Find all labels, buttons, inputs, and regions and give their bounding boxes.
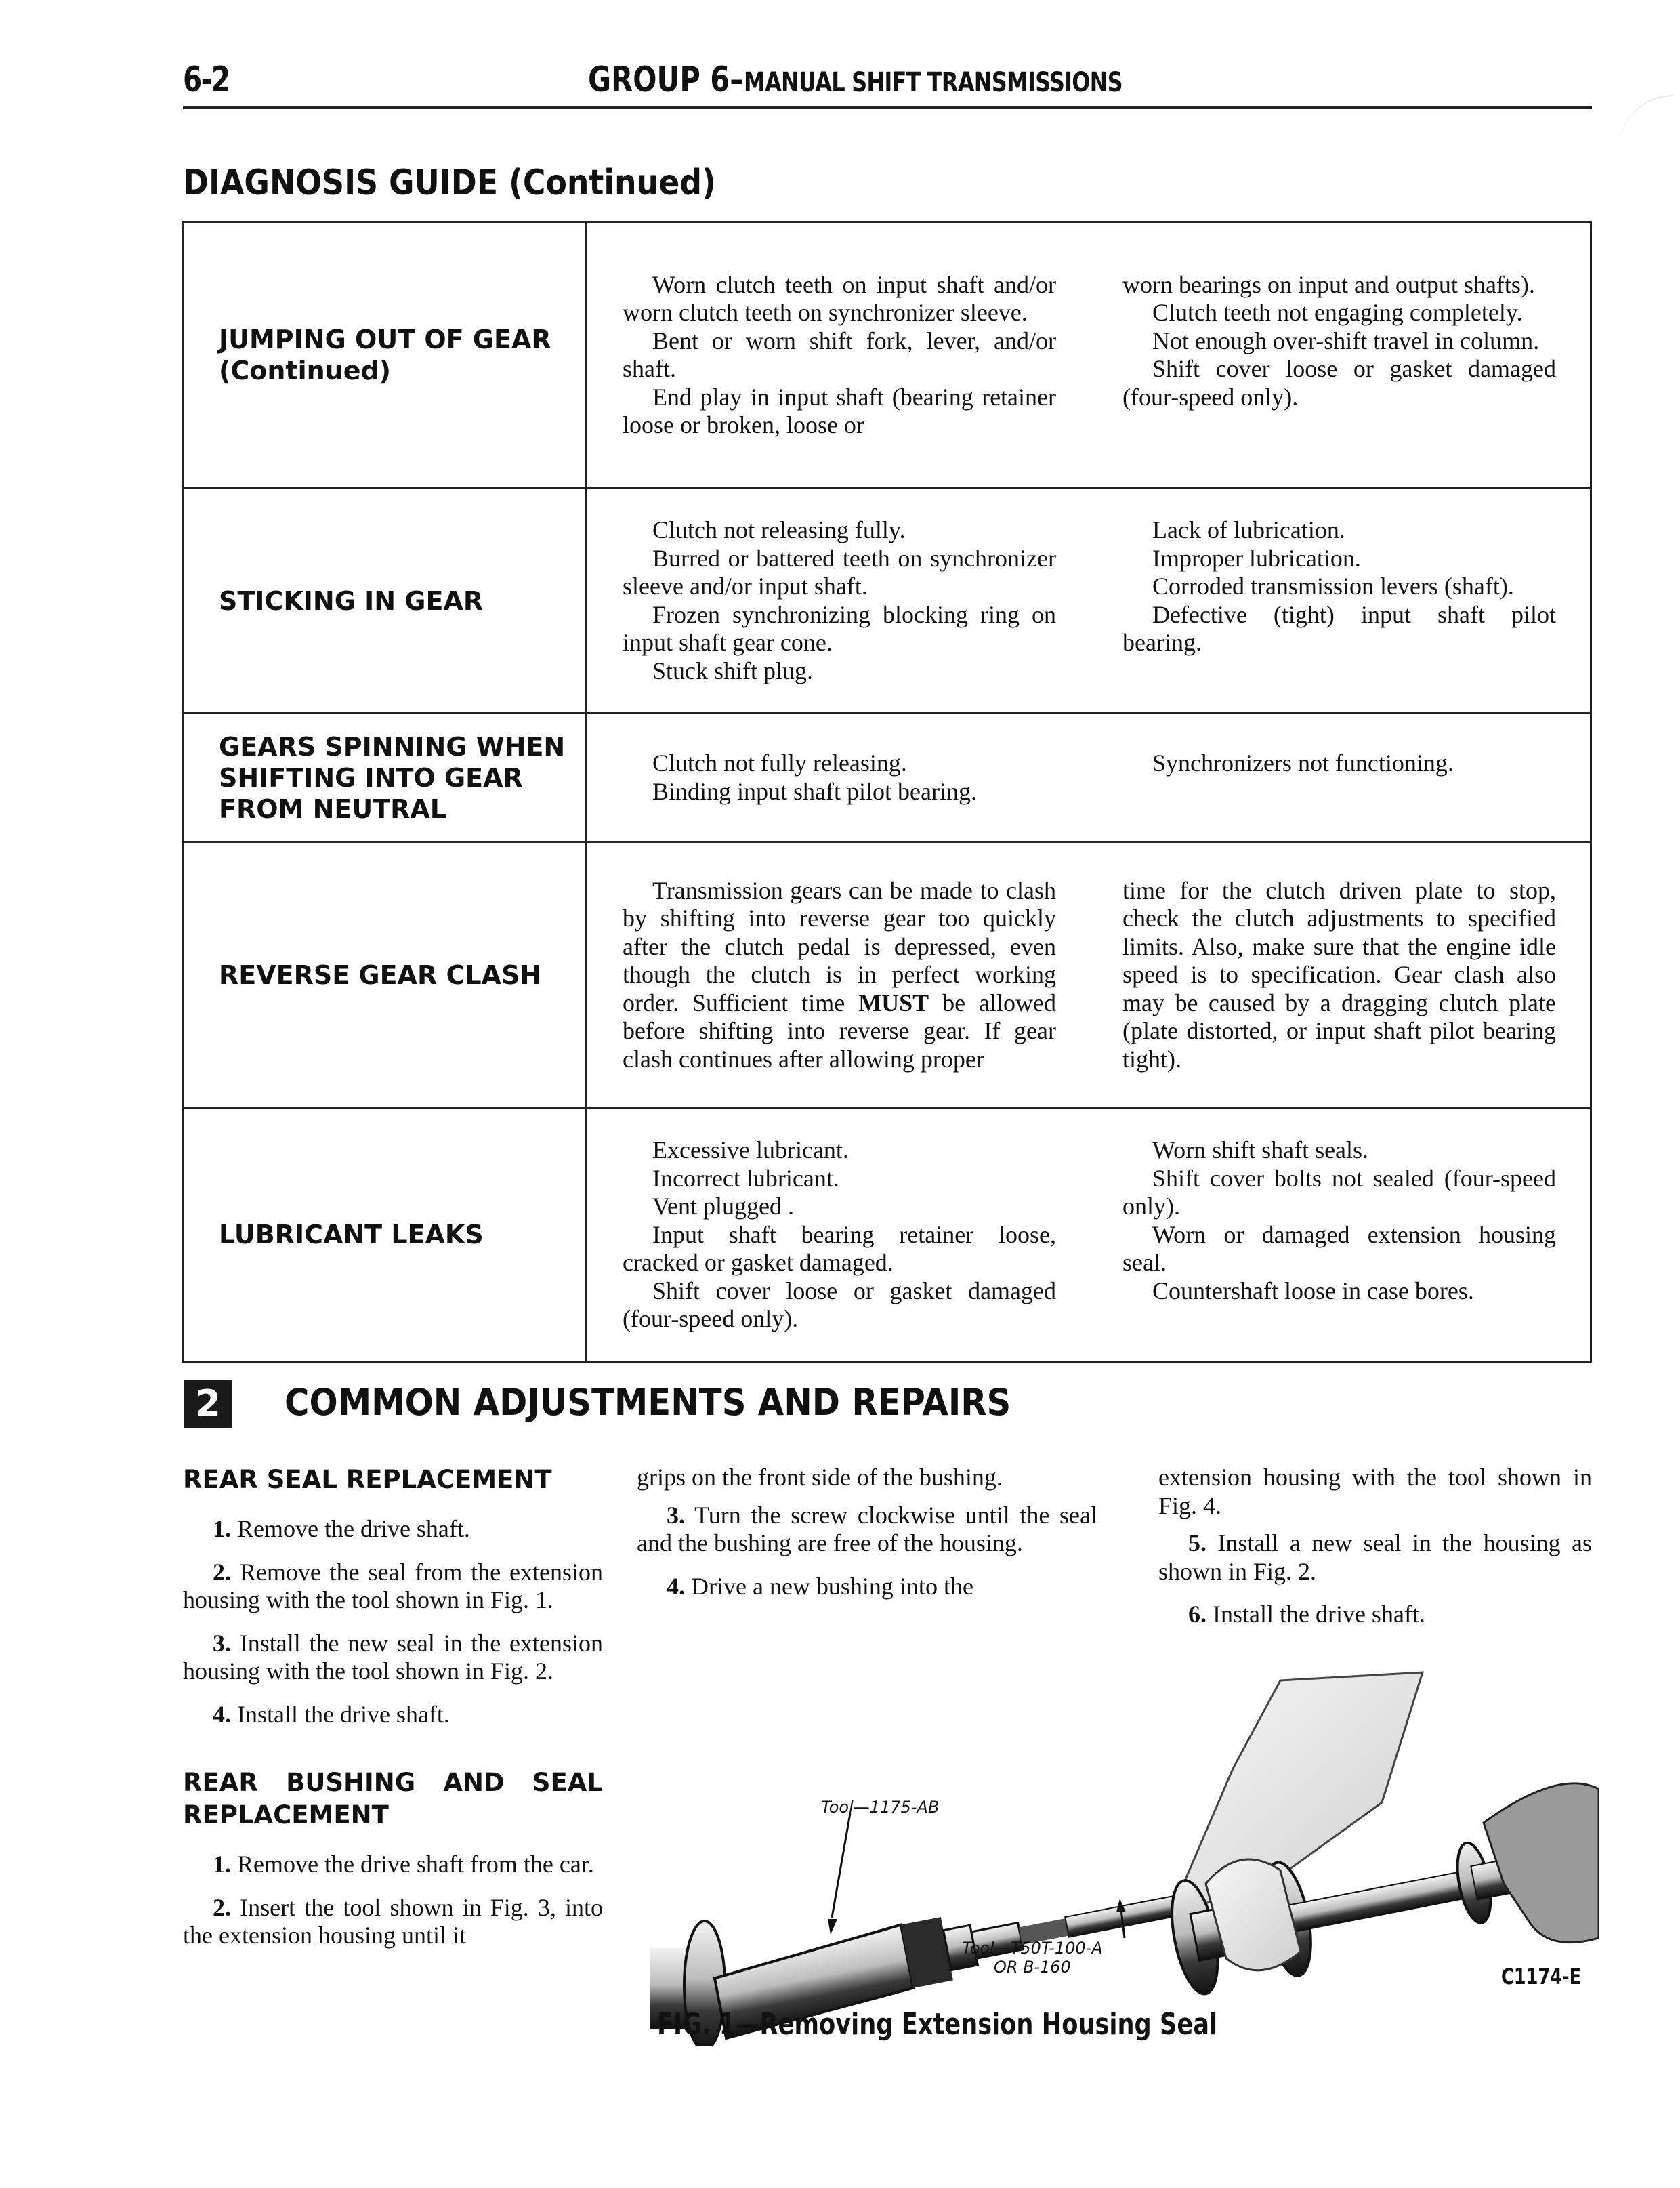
causes-cell bbox=[587, 714, 1591, 842]
cause-item: Binding input shaft pilot bearing. bbox=[652, 777, 977, 805]
causes-column-right bbox=[1122, 749, 1556, 778]
step-item bbox=[183, 1630, 603, 1686]
cause-text: be allowed before shifting into reverse gear. If gear clash continues after allowing proper bbox=[623, 989, 1057, 1073]
cause-item: Not enough over-shift travel in column. bbox=[1152, 327, 1540, 354]
table-row bbox=[183, 222, 1591, 489]
continued-text: grips on the front side of the bushing. bbox=[637, 1464, 1003, 1491]
cause-item: Worn shift shaft seals. bbox=[1152, 1136, 1369, 1163]
step-text: Install the drive shaft. bbox=[231, 1700, 450, 1728]
cause-item: Vent plugged . bbox=[652, 1193, 794, 1220]
causes-column-left bbox=[623, 516, 1056, 685]
group-label: GROUP 6 bbox=[588, 60, 730, 100]
condition-cell bbox=[183, 714, 587, 842]
figure-title: —Removing Extension Housing Seal bbox=[736, 2007, 1218, 2042]
figure-number: FIG. 1 bbox=[657, 2007, 736, 2042]
cause-item: Shift cover loose or gasket damaged (four-speed only). bbox=[623, 1277, 1056, 1332]
diagnosis-table bbox=[182, 221, 1592, 1363]
causes-cell bbox=[587, 1109, 1591, 1362]
cause-item bbox=[623, 877, 1056, 1074]
page-number: 6-2 bbox=[183, 60, 230, 100]
text-column-3 bbox=[1158, 1464, 1592, 1644]
step-text: Turn the screw clockwise until the seal and the bushing are free of the housing. bbox=[637, 1501, 1097, 1556]
step-number: 4. bbox=[213, 1700, 231, 1728]
header-rule bbox=[183, 106, 1592, 109]
callout-line: OR B-160 bbox=[994, 1958, 1071, 1977]
step-item bbox=[1158, 1529, 1592, 1586]
table-row bbox=[183, 489, 1591, 714]
cause-item: Burred or battered teeth on synchronizer sleeve and/or input shaft. bbox=[623, 544, 1056, 600]
step-number: 2. bbox=[213, 1558, 231, 1586]
condition-cell bbox=[183, 842, 587, 1109]
cause-item: Frozen synchronizing blocking ring on input shaft gear cone. bbox=[623, 600, 1056, 656]
step-number: 3. bbox=[213, 1629, 231, 1657]
cause-item: Excessive lubricant. bbox=[652, 1136, 849, 1163]
subsection-heading: REAR SEAL REPLACEMENT bbox=[183, 1465, 552, 1494]
step-text: Remove the drive shaft. bbox=[231, 1515, 470, 1542]
step-text: Drive a new bushing into the bbox=[685, 1572, 973, 1600]
step-number: 4. bbox=[667, 1572, 685, 1600]
condition-line: GEARS SPINNING WHEN bbox=[219, 731, 566, 762]
condition-cell bbox=[183, 489, 587, 714]
cause-item: worn bearings on input and output shafts). bbox=[1122, 270, 1535, 298]
step-number: 1. bbox=[213, 1851, 231, 1878]
cause-item: Bent or worn shift fork, lever, and/or shaft. bbox=[623, 327, 1056, 382]
step-number: 1. bbox=[213, 1515, 231, 1542]
causes-column-left bbox=[623, 877, 1056, 1074]
cause-item: Synchronizers not functioning. bbox=[1152, 749, 1454, 777]
cause-item: Shift cover bolts not sealed (four-speed only). bbox=[1122, 1164, 1556, 1220]
group-title: MANUAL SHIFT TRANSMISSIONS bbox=[744, 67, 1122, 98]
step-text: Install the drive shaft. bbox=[1206, 1601, 1425, 1628]
causes-column-right bbox=[1122, 271, 1556, 440]
table-row bbox=[183, 714, 1591, 842]
cause-item: Stuck shift plug. bbox=[652, 657, 814, 684]
cause-item: Input shaft bearing retainer loose, cracked or gasket damaged. bbox=[623, 1220, 1056, 1276]
causes-cell bbox=[587, 489, 1591, 714]
step-item bbox=[183, 1701, 603, 1729]
cause-item: time for the clutch driven plate to stop, check the clutch adjustments to specified limits. Also, make sure that the engine idle speed is to specification. Gear clash also may be caused by a dragging clutch plate (plate distorted, or input shaft pilot bearing tight). bbox=[1122, 876, 1556, 1073]
step-text: Remove the seal from the extension housing with the tool shown in Fig. 1. bbox=[183, 1558, 603, 1613]
figure-code: C1174-E bbox=[1501, 1964, 1582, 1989]
step-text: Insert the tool shown in Fig. 3, into the extension housing until it bbox=[183, 1893, 603, 1949]
cause-item: Shift cover loose or gasket damaged (four-speed only). bbox=[1122, 355, 1556, 411]
condition-line: STICKING IN GEAR bbox=[219, 585, 484, 616]
cause-text: Transmission gears can be made to clash by shifting into reverse gear too quickly after the clutch pedal is depressed, even though the clutch is in perfect working order. Sufficient time bbox=[623, 876, 1056, 1016]
cause-item: Countershaft loose in case bores. bbox=[1152, 1277, 1474, 1304]
table-row bbox=[183, 1109, 1591, 1362]
callout-tool-t50t-100-a bbox=[962, 1939, 1103, 1977]
figure-1-illustration bbox=[650, 1667, 1599, 2046]
cause-item: Defective (tight) input shaft pilot bearing. bbox=[1122, 600, 1556, 656]
step-item bbox=[637, 1573, 1097, 1601]
step-item bbox=[183, 1894, 603, 1950]
step-item bbox=[183, 1559, 603, 1615]
step-number: 6. bbox=[1188, 1601, 1206, 1628]
text-column-1 bbox=[183, 1464, 603, 1965]
cause-item: Lack of lubrication. bbox=[1152, 516, 1345, 543]
condition-line: LUBRICANT LEAKS bbox=[219, 1220, 484, 1250]
cause-item: Incorrect lubricant. bbox=[652, 1164, 839, 1192]
diagnosis-guide-title: DIAGNOSIS GUIDE (Continued) bbox=[183, 163, 716, 203]
cause-item: Corroded transmission levers (shaft). bbox=[1152, 573, 1514, 600]
condition-line: FROM NEUTRAL bbox=[219, 793, 446, 824]
causes-cell bbox=[587, 842, 1591, 1109]
cause-item: Improper lubrication. bbox=[1152, 544, 1361, 572]
step-item bbox=[183, 1851, 603, 1879]
step-item bbox=[183, 1515, 603, 1544]
step-item bbox=[1158, 1601, 1592, 1629]
condition-line: (Continued) bbox=[219, 356, 392, 386]
cause-item: End play in input shaft (bearing retainer loose or broken, loose or bbox=[623, 383, 1056, 438]
table-row bbox=[183, 842, 1591, 1109]
causes-column-left bbox=[623, 1136, 1056, 1334]
section-number-badge: 2 bbox=[184, 1380, 232, 1428]
page-corner-mark bbox=[1619, 95, 1673, 150]
step-text: Install a new seal in the housing as shown in Fig. 2. bbox=[1158, 1529, 1592, 1585]
condition-line: REVERSE GEAR CLASH bbox=[219, 960, 542, 990]
emphasis-must: MUST bbox=[858, 989, 929, 1016]
causes-column-right bbox=[1122, 516, 1556, 685]
group-dash: – bbox=[730, 60, 744, 100]
condition-cell bbox=[183, 1109, 587, 1362]
callout-tool-1175-ab: Tool—1175-AB bbox=[821, 1798, 940, 1817]
text-column-2 bbox=[637, 1464, 1097, 1615]
subsection-heading: REAR BUSHING AND SEAL REPLACEMENT bbox=[183, 1768, 603, 1830]
step-text: Install the new seal in the extension housing with the tool shown in Fig. 2. bbox=[183, 1629, 603, 1685]
figure-caption bbox=[657, 2007, 1217, 2042]
causes-column-left bbox=[623, 749, 1056, 806]
running-head bbox=[588, 60, 1122, 100]
causes-column-right bbox=[1122, 877, 1556, 1074]
cause-item: Clutch not fully releasing. bbox=[652, 749, 907, 777]
cause-item: Clutch teeth not engaging completely. bbox=[1152, 299, 1523, 326]
condition-line: SHIFTING INTO GEAR bbox=[219, 762, 523, 793]
continued-text: extension housing with the tool shown in Fig. 4. bbox=[1158, 1464, 1592, 1519]
condition-line: JUMPING OUT OF GEAR bbox=[219, 325, 551, 354]
step-number: 2. bbox=[213, 1893, 231, 1921]
step-number: 5. bbox=[1188, 1529, 1206, 1556]
step-item bbox=[637, 1502, 1097, 1558]
cause-item: Worn clutch teeth on input shaft and/or worn clutch teeth on synchronizer sleeve. bbox=[623, 270, 1056, 326]
step-text: Remove the drive shaft from the car. bbox=[231, 1851, 594, 1878]
causes-column-right bbox=[1122, 1136, 1556, 1305]
condition-cell bbox=[183, 222, 587, 489]
causes-cell bbox=[587, 222, 1591, 489]
callout-line: Tool—T50T-100-A bbox=[962, 1939, 1103, 1958]
cause-item: Worn or damaged extension housing seal. bbox=[1122, 1220, 1556, 1276]
step-number: 3. bbox=[667, 1501, 685, 1529]
section-title: COMMON ADJUSTMENTS AND REPAIRS bbox=[285, 1381, 1011, 1424]
cause-item: Clutch not releasing fully. bbox=[652, 516, 906, 543]
causes-column-left bbox=[623, 271, 1056, 440]
